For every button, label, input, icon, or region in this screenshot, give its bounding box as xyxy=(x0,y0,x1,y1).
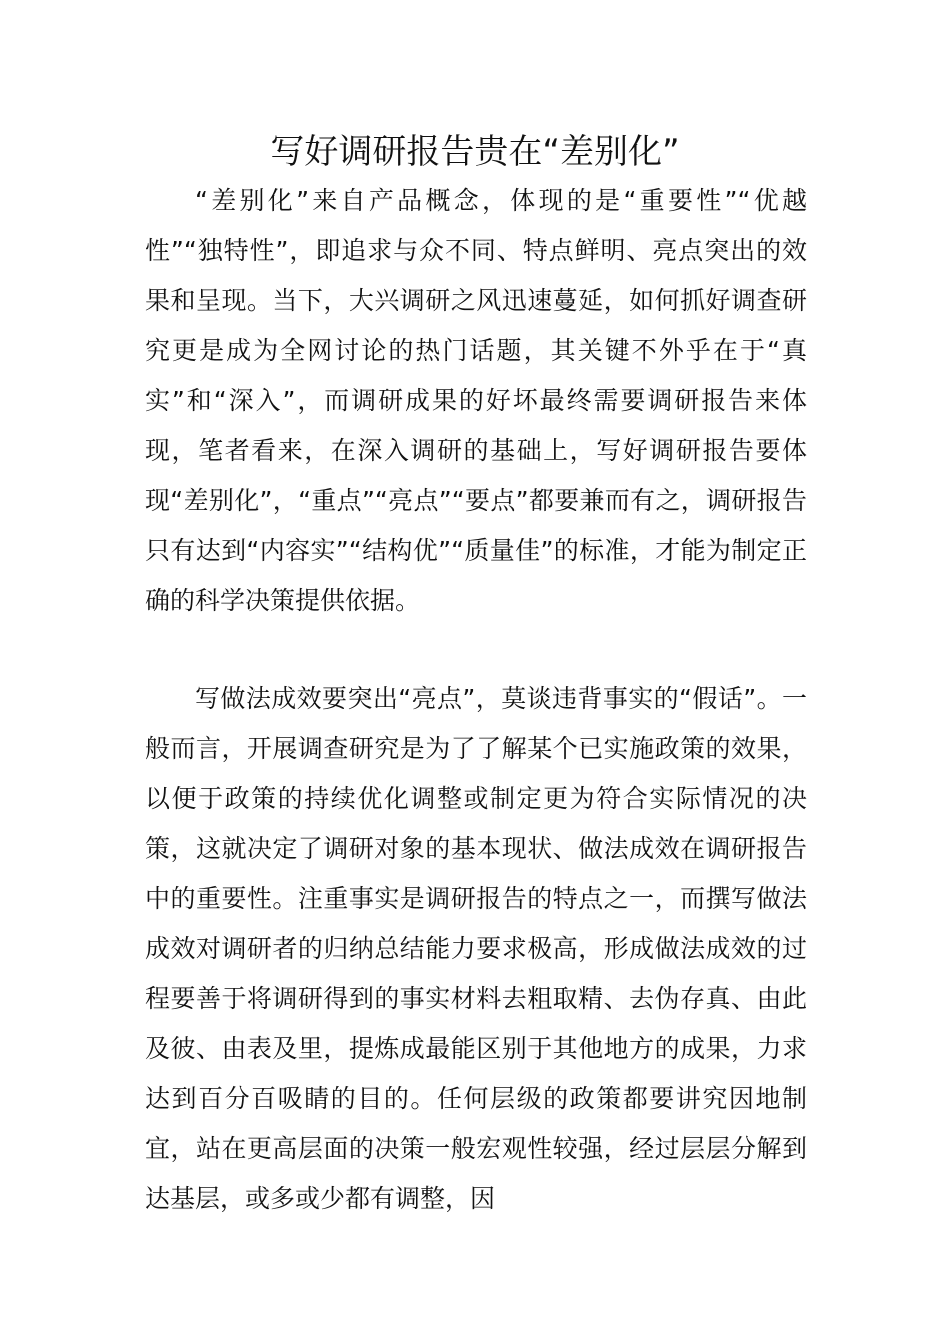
paragraph-intro: “差别化”来自产品概念，体现的是“重要性”“优越性”“独特性”，即追求与众不同、特点鲜明、亮点突出的效果和呈现。当下，大兴调研之风迅速蔓延，如何抓好调查研究更是成为全网讨论的热门话题，其关键不外乎在于“真实”和“深入”，而调研成果的好坏最终需要调研报告来体现，笔者看来，在深入调研的基础上，写好调研报告要体现“差别化”，“重点”“亮点”“要点”都要兼而有之，调研报告只有达到“内容实”“结构优”“质量佳”的标准，才能为制定正确的科学决策提供依据。 xyxy=(145,186,807,615)
paragraph-highlights: 写做法成效要突出“亮点”，莫谈违背事实的“假话”。一般而言，开展调查研究是为了了解某个已实施政策的效果，以便于政策的持续优化调整或制定更为符合实际情况的决策，这就决定了调研对象的基本现状、做法成效在调研报告中的重要性。注重事实是调研报告的特点之一，而撰写做法成效对调研者的归纳总结能力要求极高，形成做法成效的过程要善于将调研得到的事实材料去粗取精、去伪存真、由此及彼、由表及里，提炼成最能区别于其他地方的成果，力求达到百分百吸睛的目的。任何层级的政策都要讲究因地制宜，站在更高层面的决策一般宏观性较强，经过层层分解到达基层，或多或少都有调整，因 xyxy=(145,684,807,1213)
document-title: 写好调研报告贵在“差别化” xyxy=(270,132,680,172)
